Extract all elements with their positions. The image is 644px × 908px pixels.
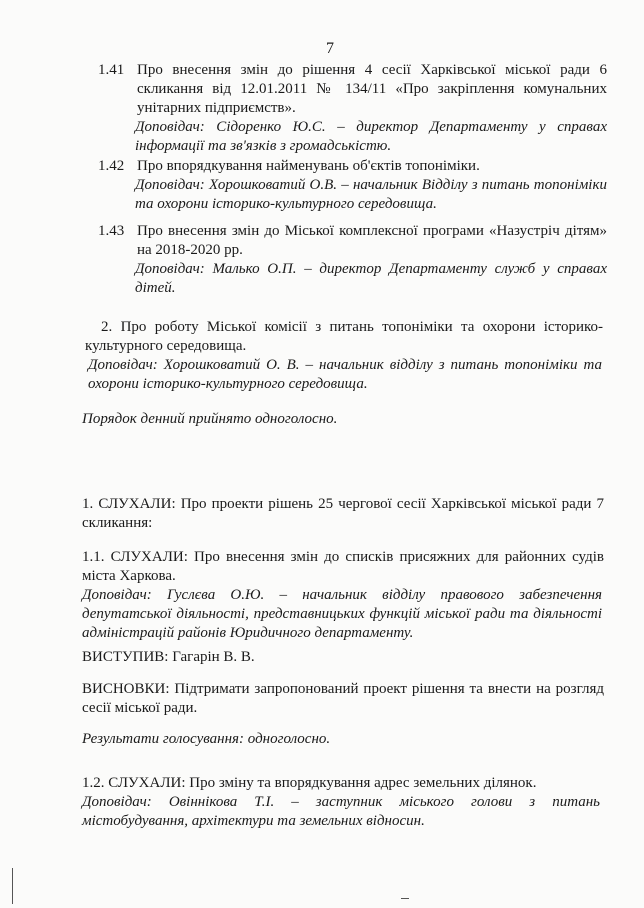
item-number: 1.43 xyxy=(98,223,125,239)
heard-1-1-speaker: Доповідач: Гуслєва О.Ю. – начальник відділу правового забезпечення депутатської діяльності, представницьких функцій міської ради та діяльності адміністрацій районів Юридичного департаменту. xyxy=(82,587,602,641)
conclusions: ВИСНОВКИ: Підтримати запропонований проект рішення та внести на розгляд сесії міської ради. xyxy=(82,681,604,716)
item2-speaker: Доповідач: Хорошковатий О. В. – начальник відділу з питань топоніміки та охорони історико-культурного середовища. xyxy=(88,357,602,392)
scan-mark xyxy=(401,898,409,899)
item-speaker: Доповідач: Хорошковатий О.В. – начальник Відділу з питань топоніміки та охорони історико-культурного середовища. xyxy=(135,177,607,212)
item-text: Про внесення змін до рішення 4 сесії Харківської міської ради 6 скликання від 12.01.2011 № 134/11 «Про закріплення комунальних унітарних підприємств». xyxy=(137,62,607,116)
scan-margin-line xyxy=(12,868,13,904)
item-number: 1.41 xyxy=(98,62,125,78)
vote-result: Результати голосування: одноголосно. xyxy=(82,731,331,747)
item2-text: 2. Про роботу Міської комісії з питань топоніміки та охорони історико-культурного середовища. xyxy=(85,319,603,354)
heard-1: 1. СЛУХАЛИ: Про проекти рішень 25 чергової сесії Харківської міської ради 7 скликання: xyxy=(82,496,604,531)
agenda-adopted: Порядок денний прийнято одноголосно. xyxy=(82,411,338,427)
item-number: 1.42 xyxy=(98,158,125,174)
page-number: 7 xyxy=(326,40,334,57)
item-text: Про внесення змін до Міської комплексної програми «Назустріч дітям» на 2018-2020 рр. xyxy=(137,223,607,258)
spoke: ВИСТУПИВ: Гагарін В. В. xyxy=(82,649,255,665)
heard-1-1-text: 1.1. СЛУХАЛИ: Про внесення змін до списків присяжних для районних судів міста Харкова. xyxy=(82,549,604,584)
item-speaker: Доповідач: Сідоренко Ю.С. – директор Департаменту у справах інформації та зв'язків з громадськістю. xyxy=(135,119,607,154)
heard-1-2-speaker: Доповідач: Овіннікова Т.І. – заступник міського голови з питань містобудування, архітектури та земельних відносин. xyxy=(82,794,600,829)
item-text: Про впорядкування найменувань об'єктів топоніміки. xyxy=(137,158,480,174)
item-speaker: Доповідач: Малько О.П. – директор Департаменту служб у справах дітей. xyxy=(135,261,607,296)
heard-1-2-text: 1.2. СЛУХАЛИ: Про зміну та впорядкування адрес земельних ділянок. xyxy=(82,775,537,791)
